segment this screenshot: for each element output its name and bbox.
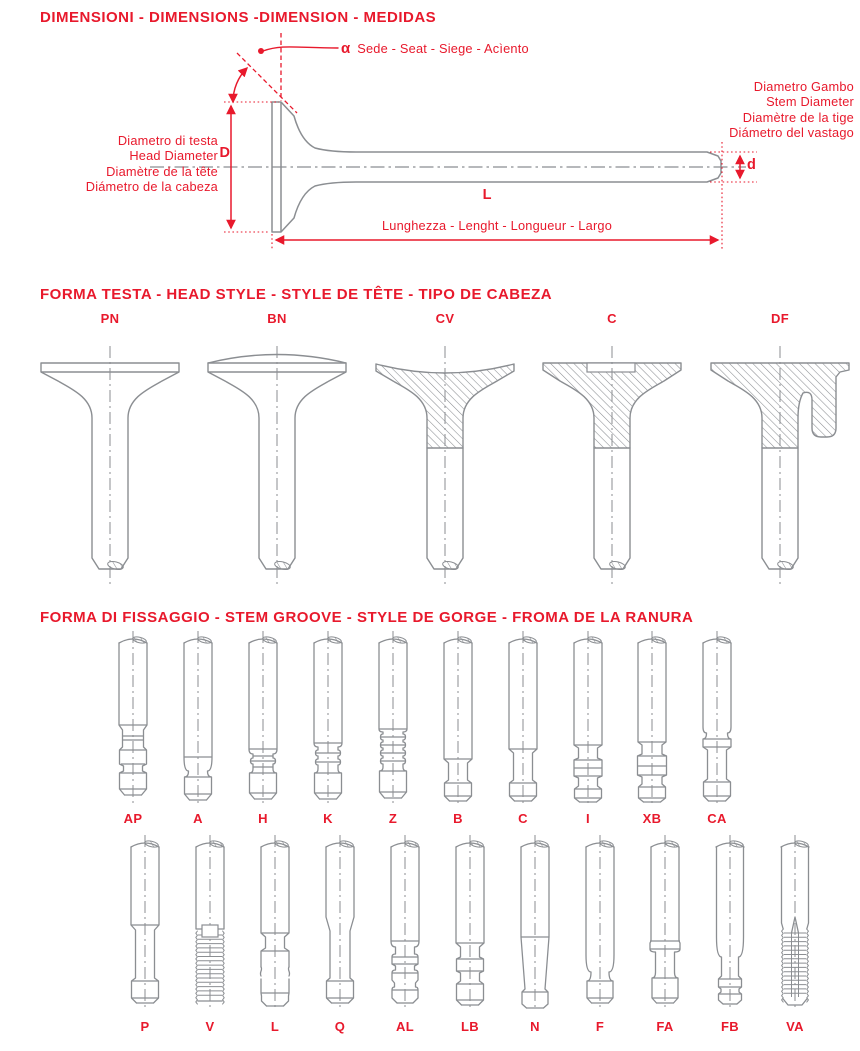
head-style-figure-c [543,346,681,584]
stem-groove-label-va: VA [786,1019,804,1034]
stem-groove-label-b: B [453,811,463,826]
stem-groove-figure-h [249,631,277,805]
stem-groove-label-ca: CA [707,811,727,826]
stem-groove-label-v: V [205,1019,215,1034]
stem-groove-label-k: K [323,811,333,826]
head-diameter-labels [86,133,218,195]
head-style-figure-df [711,346,849,584]
stem-groove-figure-lb [456,835,484,1009]
stem-groove-label-q: Q [334,1019,346,1034]
seat-label: Sede - Seat - Siege - Acìento [357,41,529,56]
head-diameter-line: Diámetro de la cabeza [85,179,218,195]
head-style-label-pn: PN [100,311,120,326]
stem-groove-figure-va [781,835,809,1009]
stem-groove-figure-v [196,835,224,1009]
seat-angle-callout [341,40,529,57]
stem-groove-figure-xb [638,631,667,805]
stem-groove-label-a: A [193,811,203,826]
head-style-figure-cv [376,346,514,584]
stem-groove-label-fa: FA [656,1019,674,1034]
stem-groove-figure-l [260,835,289,1009]
stem-groove-label-n: N [530,1019,540,1034]
head-style-label-bn: BN [267,311,287,326]
stem-diameter-line: Diametro Gambo [753,79,854,94]
stem-groove-label-i: I [586,811,590,826]
head-style-label-cv: CV [435,311,455,326]
stem-groove-figure-f [586,835,614,1009]
stem-groove-label-fb: FB [721,1019,739,1034]
stem-groove-figure-k [314,631,342,805]
head-style-title: FORMA TESTA - HEAD STYLE - STYLE DE TÊTE - TIPO DE CABEZA [40,286,553,303]
stem-groove-figure-n [521,835,549,1009]
head-style-label-df: DF [771,311,789,326]
stem-groove-label-ap: AP [123,811,143,826]
stem-groove-label-z: Z [388,811,398,826]
stem-diameter-symbol: d [747,157,756,173]
stem-groove-label-p: P [140,1019,150,1034]
stem-groove-figure-al [391,835,419,1009]
stem-groove-label-c: C [518,811,528,826]
stem-groove-figure-ap [119,631,147,805]
stem-groove-figure-ca [703,631,731,805]
stem-groove-label-lb: LB [461,1019,479,1034]
stem-groove-label-xb: XB [642,811,662,826]
head-style-figure-bn [208,346,346,584]
stem-groove-label-al: AL [396,1019,414,1034]
stem-groove-figure-c [509,631,537,805]
stem-groove-figure-p [131,835,159,1009]
stem-groove-figure-q [326,835,354,1009]
stem-groove-label-h: H [258,811,268,826]
dimensions-title: DIMENSIONI - DIMENSIONS -DIMENSION - MEDIDAS [40,9,437,26]
stem-groove-figure-b [444,631,472,805]
stem-diameter-line: Diamètre de la tige [742,109,854,125]
stem-groove-figure-fa [650,835,680,1009]
head-style-label-c: C [607,311,617,326]
stem-diameter-line: Diámetro del vastago [729,125,854,141]
stem-groove-figure-z [379,631,407,805]
stem-groove-figure-fb [716,835,744,1009]
stem-diameter-line: Stem Diameter [766,94,854,110]
stem-groove-label-f: F [595,1019,605,1034]
length-symbol: L [482,187,492,203]
stem-groove-figure-a [184,631,212,805]
head-diameter-line: Head Diameter [129,148,218,164]
head-diameter-symbol: D [219,145,230,161]
stem-groove-figure-i [574,631,602,805]
head-style-figure-pn [41,346,179,584]
head-diameter-line: Diamètre de la tête [106,163,218,179]
alpha-symbol: α [341,40,351,57]
length-label: Lunghezza - Lenght - Longueur - Largo [381,218,613,233]
stem-groove-title: FORMA DI FISSAGGIO - STEM GROOVE - STYLE DE GORGE - FROMA DE LA RANURA [40,609,694,626]
stem-groove-label-l: L [270,1019,280,1034]
stem-diameter-labels [729,79,854,141]
head-diameter-line: Diametro di testa [117,133,218,148]
